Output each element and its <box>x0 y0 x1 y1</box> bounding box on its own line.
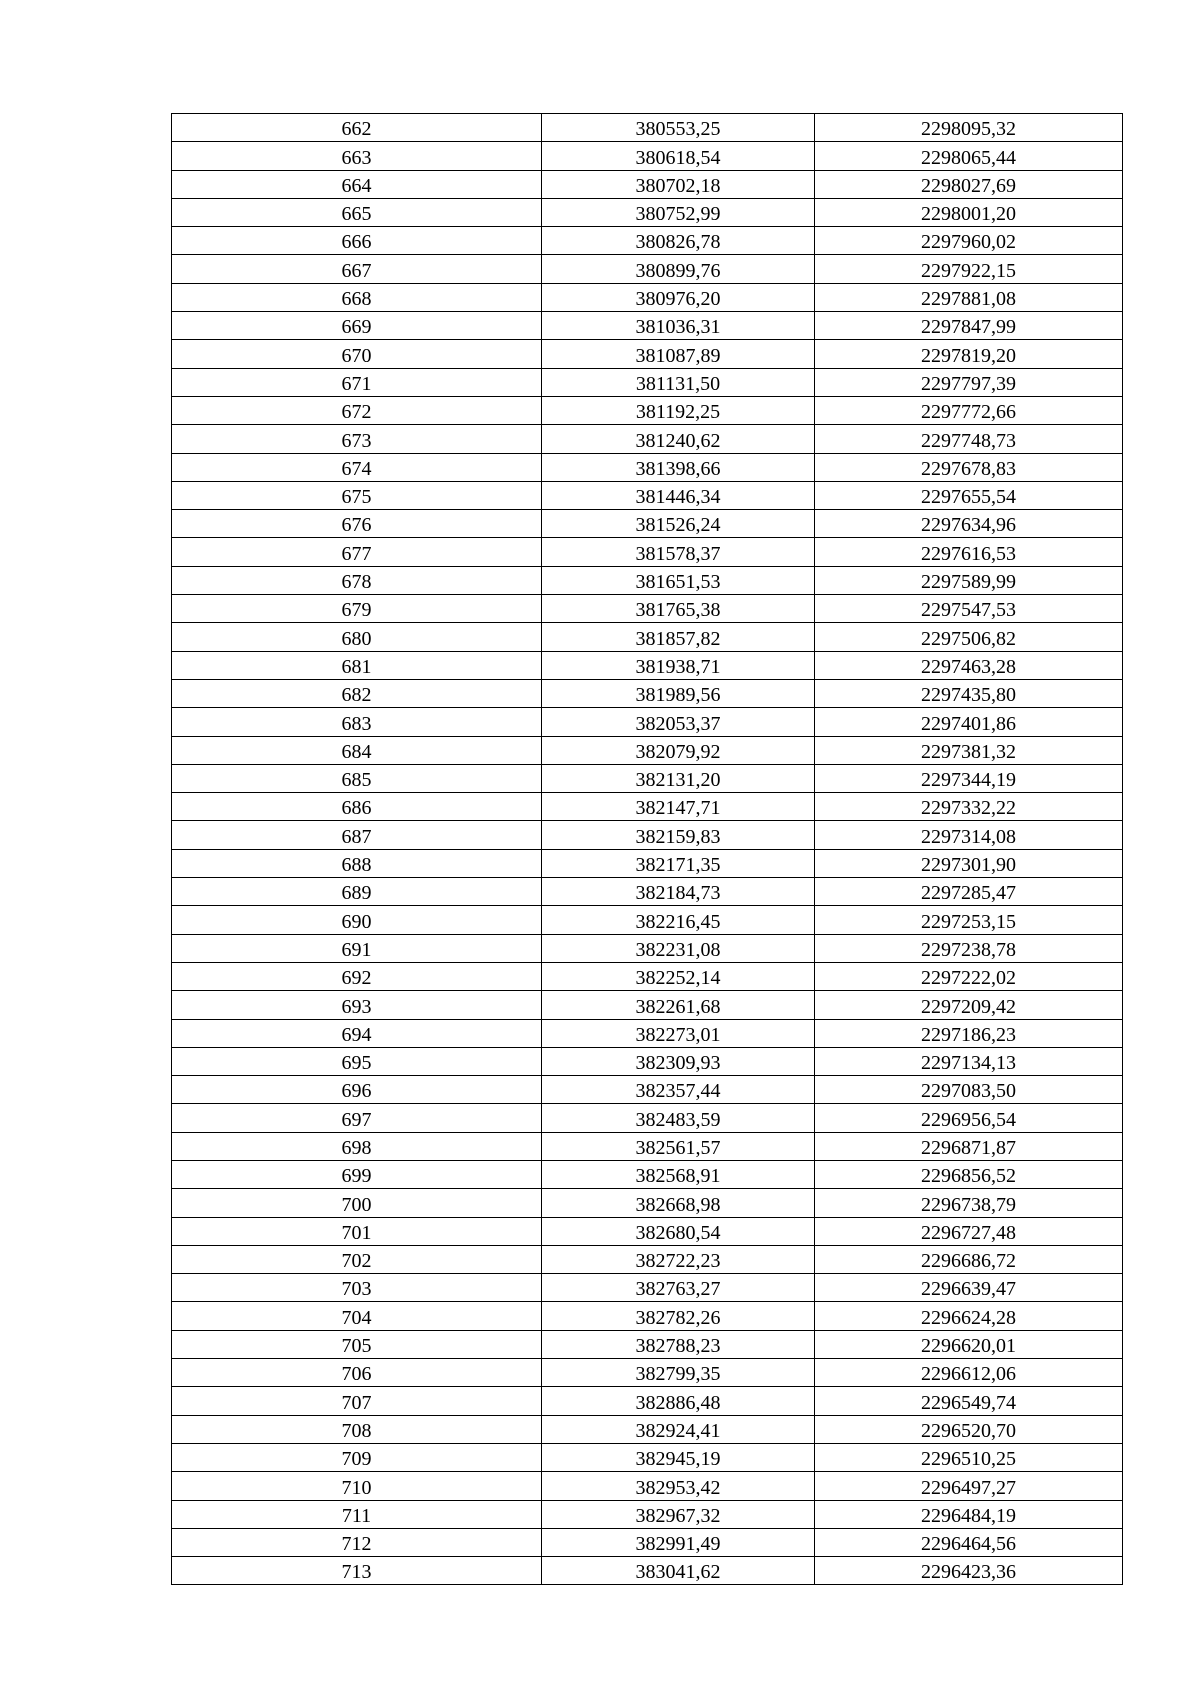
table-row <box>172 1443 1123 1471</box>
point-number-cell: 695 <box>172 1047 542 1075</box>
x-coordinate-cell: 381036,31 <box>542 312 815 340</box>
table-row <box>172 962 1123 990</box>
x-coordinate-cell: 381526,24 <box>542 510 815 538</box>
table-row <box>172 142 1123 170</box>
point-number-cell: 675 <box>172 481 542 509</box>
y-coordinate-cell: 2297314,08 <box>815 821 1123 849</box>
point-number-cell: 676 <box>172 510 542 538</box>
point-number-cell: 669 <box>172 312 542 340</box>
y-coordinate-cell: 2298001,20 <box>815 198 1123 226</box>
table-row <box>172 340 1123 368</box>
point-number-cell: 685 <box>172 764 542 792</box>
point-number-cell: 682 <box>172 679 542 707</box>
point-number-cell: 691 <box>172 934 542 962</box>
x-coordinate-cell: 382483,59 <box>542 1104 815 1132</box>
point-number-cell: 709 <box>172 1443 542 1471</box>
y-coordinate-cell: 2297253,15 <box>815 906 1123 934</box>
x-coordinate-cell: 381938,71 <box>542 651 815 679</box>
x-coordinate-cell: 382886,48 <box>542 1387 815 1415</box>
x-coordinate-cell: 382953,42 <box>542 1472 815 1500</box>
y-coordinate-cell: 2296423,36 <box>815 1557 1123 1585</box>
point-number-cell: 694 <box>172 1019 542 1047</box>
table-row <box>172 878 1123 906</box>
table-row <box>172 1019 1123 1047</box>
point-number-cell: 663 <box>172 142 542 170</box>
point-number-cell: 680 <box>172 623 542 651</box>
table-row <box>172 821 1123 849</box>
table-row <box>172 1217 1123 1245</box>
y-coordinate-cell: 2297881,08 <box>815 283 1123 311</box>
table-row <box>172 736 1123 764</box>
x-coordinate-cell: 382924,41 <box>542 1415 815 1443</box>
x-coordinate-cell: 382231,08 <box>542 934 815 962</box>
y-coordinate-cell: 2297332,22 <box>815 793 1123 821</box>
point-number-cell: 684 <box>172 736 542 764</box>
table-row <box>172 991 1123 1019</box>
point-number-cell: 697 <box>172 1104 542 1132</box>
table-row <box>172 1076 1123 1104</box>
table-row <box>172 312 1123 340</box>
x-coordinate-cell: 382309,93 <box>542 1047 815 1075</box>
x-coordinate-cell: 381192,25 <box>542 396 815 424</box>
table-row <box>172 1160 1123 1188</box>
y-coordinate-cell: 2296624,28 <box>815 1302 1123 1330</box>
table-row <box>172 510 1123 538</box>
point-number-cell: 679 <box>172 595 542 623</box>
point-number-cell: 686 <box>172 793 542 821</box>
x-coordinate-cell: 380976,20 <box>542 283 815 311</box>
table-row <box>172 1302 1123 1330</box>
table-row <box>172 1415 1123 1443</box>
y-coordinate-cell: 2298065,44 <box>815 142 1123 170</box>
x-coordinate-cell: 381131,50 <box>542 368 815 396</box>
point-number-cell: 681 <box>172 651 542 679</box>
y-coordinate-cell: 2296871,87 <box>815 1132 1123 1160</box>
y-coordinate-cell: 2297960,02 <box>815 227 1123 255</box>
x-coordinate-cell: 381578,37 <box>542 538 815 566</box>
x-coordinate-cell: 382053,37 <box>542 708 815 736</box>
y-coordinate-cell: 2296464,56 <box>815 1528 1123 1556</box>
point-number-cell: 692 <box>172 962 542 990</box>
table-row <box>172 1245 1123 1273</box>
y-coordinate-cell: 2296497,27 <box>815 1472 1123 1500</box>
table-row <box>172 481 1123 509</box>
point-number-cell: 710 <box>172 1472 542 1500</box>
point-number-cell: 678 <box>172 566 542 594</box>
point-number-cell: 689 <box>172 878 542 906</box>
y-coordinate-cell: 2297847,99 <box>815 312 1123 340</box>
x-coordinate-cell: 382991,49 <box>542 1528 815 1556</box>
x-coordinate-cell: 382079,92 <box>542 736 815 764</box>
x-coordinate-cell: 382216,45 <box>542 906 815 934</box>
y-coordinate-cell: 2298027,69 <box>815 170 1123 198</box>
x-coordinate-cell: 381087,89 <box>542 340 815 368</box>
y-coordinate-cell: 2297819,20 <box>815 340 1123 368</box>
y-coordinate-cell: 2297134,13 <box>815 1047 1123 1075</box>
x-coordinate-cell: 382568,91 <box>542 1160 815 1188</box>
x-coordinate-cell: 380702,18 <box>542 170 815 198</box>
x-coordinate-cell: 382261,68 <box>542 991 815 1019</box>
y-coordinate-cell: 2297547,53 <box>815 595 1123 623</box>
x-coordinate-cell: 382967,32 <box>542 1500 815 1528</box>
y-coordinate-cell: 2297797,39 <box>815 368 1123 396</box>
y-coordinate-cell: 2296856,52 <box>815 1160 1123 1188</box>
table-row <box>172 425 1123 453</box>
x-coordinate-cell: 381398,66 <box>542 453 815 481</box>
point-number-cell: 706 <box>172 1359 542 1387</box>
y-coordinate-cell: 2297506,82 <box>815 623 1123 651</box>
table-row <box>172 1189 1123 1217</box>
point-number-cell: 666 <box>172 227 542 255</box>
x-coordinate-cell: 380826,78 <box>542 227 815 255</box>
table-row <box>172 1104 1123 1132</box>
table-row <box>172 1528 1123 1556</box>
x-coordinate-cell: 383041,62 <box>542 1557 815 1585</box>
y-coordinate-cell: 2296612,06 <box>815 1359 1123 1387</box>
table-row <box>172 793 1123 821</box>
y-coordinate-cell: 2297344,19 <box>815 764 1123 792</box>
y-coordinate-cell: 2297083,50 <box>815 1076 1123 1104</box>
point-number-cell: 683 <box>172 708 542 736</box>
x-coordinate-cell: 382131,20 <box>542 764 815 792</box>
table-row <box>172 255 1123 283</box>
point-number-cell: 667 <box>172 255 542 283</box>
x-coordinate-cell: 382782,26 <box>542 1302 815 1330</box>
point-number-cell: 673 <box>172 425 542 453</box>
x-coordinate-cell: 382273,01 <box>542 1019 815 1047</box>
x-coordinate-cell: 381989,56 <box>542 679 815 707</box>
x-coordinate-cell: 382668,98 <box>542 1189 815 1217</box>
point-number-cell: 708 <box>172 1415 542 1443</box>
point-number-cell: 671 <box>172 368 542 396</box>
table-row <box>172 198 1123 226</box>
point-number-cell: 713 <box>172 1557 542 1585</box>
point-number-cell: 688 <box>172 849 542 877</box>
table-row <box>172 906 1123 934</box>
table-row <box>172 538 1123 566</box>
x-coordinate-cell: 382680,54 <box>542 1217 815 1245</box>
point-number-cell: 705 <box>172 1330 542 1358</box>
point-number-cell: 674 <box>172 453 542 481</box>
point-number-cell: 704 <box>172 1302 542 1330</box>
y-coordinate-cell: 2297401,86 <box>815 708 1123 736</box>
point-number-cell: 662 <box>172 114 542 142</box>
point-number-cell: 707 <box>172 1387 542 1415</box>
table-row <box>172 1557 1123 1585</box>
x-coordinate-cell: 380553,25 <box>542 114 815 142</box>
x-coordinate-cell: 381446,34 <box>542 481 815 509</box>
x-coordinate-cell: 380618,54 <box>542 142 815 170</box>
table-row <box>172 1359 1123 1387</box>
table-row <box>172 1387 1123 1415</box>
point-number-cell: 696 <box>172 1076 542 1104</box>
point-number-cell: 698 <box>172 1132 542 1160</box>
table-row <box>172 623 1123 651</box>
table-row <box>172 1330 1123 1358</box>
y-coordinate-cell: 2296484,19 <box>815 1500 1123 1528</box>
x-coordinate-cell: 381240,62 <box>542 425 815 453</box>
y-coordinate-cell: 2297238,78 <box>815 934 1123 962</box>
point-number-cell: 664 <box>172 170 542 198</box>
y-coordinate-cell: 2297381,32 <box>815 736 1123 764</box>
table-row <box>172 566 1123 594</box>
point-number-cell: 665 <box>172 198 542 226</box>
x-coordinate-cell: 382799,35 <box>542 1359 815 1387</box>
x-coordinate-cell: 380752,99 <box>542 198 815 226</box>
x-coordinate-cell: 382561,57 <box>542 1132 815 1160</box>
table-row <box>172 651 1123 679</box>
x-coordinate-cell: 382945,19 <box>542 1443 815 1471</box>
coordinates-table-body <box>172 114 1123 1585</box>
table-row <box>172 1274 1123 1302</box>
x-coordinate-cell: 382252,14 <box>542 962 815 990</box>
y-coordinate-cell: 2297655,54 <box>815 481 1123 509</box>
y-coordinate-cell: 2296956,54 <box>815 1104 1123 1132</box>
y-coordinate-cell: 2296738,79 <box>815 1189 1123 1217</box>
point-number-cell: 711 <box>172 1500 542 1528</box>
x-coordinate-cell: 381857,82 <box>542 623 815 651</box>
point-number-cell: 700 <box>172 1189 542 1217</box>
x-coordinate-cell: 382184,73 <box>542 878 815 906</box>
table-row <box>172 595 1123 623</box>
x-coordinate-cell: 381765,38 <box>542 595 815 623</box>
y-coordinate-cell: 2297285,47 <box>815 878 1123 906</box>
point-number-cell: 687 <box>172 821 542 849</box>
y-coordinate-cell: 2296520,70 <box>815 1415 1123 1443</box>
x-coordinate-cell: 382788,23 <box>542 1330 815 1358</box>
point-number-cell: 690 <box>172 906 542 934</box>
y-coordinate-cell: 2296639,47 <box>815 1274 1123 1302</box>
point-number-cell: 703 <box>172 1274 542 1302</box>
x-coordinate-cell: 380899,76 <box>542 255 815 283</box>
y-coordinate-cell: 2297616,53 <box>815 538 1123 566</box>
table-row <box>172 453 1123 481</box>
y-coordinate-cell: 2296510,25 <box>815 1443 1123 1471</box>
coordinates-table <box>171 113 1123 1585</box>
table-row <box>172 368 1123 396</box>
y-coordinate-cell: 2297634,96 <box>815 510 1123 538</box>
y-coordinate-cell: 2297748,73 <box>815 425 1123 453</box>
table-row <box>172 227 1123 255</box>
table-row <box>172 1132 1123 1160</box>
y-coordinate-cell: 2297772,66 <box>815 396 1123 424</box>
y-coordinate-cell: 2297435,80 <box>815 679 1123 707</box>
x-coordinate-cell: 381651,53 <box>542 566 815 594</box>
point-number-cell: 693 <box>172 991 542 1019</box>
y-coordinate-cell: 2297186,23 <box>815 1019 1123 1047</box>
table-row <box>172 934 1123 962</box>
table-row <box>172 283 1123 311</box>
point-number-cell: 672 <box>172 396 542 424</box>
point-number-cell: 712 <box>172 1528 542 1556</box>
table-row <box>172 1047 1123 1075</box>
y-coordinate-cell: 2298095,32 <box>815 114 1123 142</box>
point-number-cell: 699 <box>172 1160 542 1188</box>
x-coordinate-cell: 382171,35 <box>542 849 815 877</box>
y-coordinate-cell: 2297463,28 <box>815 651 1123 679</box>
table-row <box>172 396 1123 424</box>
x-coordinate-cell: 382763,27 <box>542 1274 815 1302</box>
y-coordinate-cell: 2297301,90 <box>815 849 1123 877</box>
table-row <box>172 708 1123 736</box>
y-coordinate-cell: 2297222,02 <box>815 962 1123 990</box>
point-number-cell: 677 <box>172 538 542 566</box>
table-row <box>172 1500 1123 1528</box>
y-coordinate-cell: 2296727,48 <box>815 1217 1123 1245</box>
table-row <box>172 170 1123 198</box>
y-coordinate-cell: 2296620,01 <box>815 1330 1123 1358</box>
y-coordinate-cell: 2297922,15 <box>815 255 1123 283</box>
y-coordinate-cell: 2297678,83 <box>815 453 1123 481</box>
table-row <box>172 764 1123 792</box>
table-row <box>172 679 1123 707</box>
table-row <box>172 114 1123 142</box>
y-coordinate-cell: 2297589,99 <box>815 566 1123 594</box>
point-number-cell: 701 <box>172 1217 542 1245</box>
table-row <box>172 1472 1123 1500</box>
x-coordinate-cell: 382147,71 <box>542 793 815 821</box>
y-coordinate-cell: 2297209,42 <box>815 991 1123 1019</box>
y-coordinate-cell: 2296549,74 <box>815 1387 1123 1415</box>
y-coordinate-cell: 2296686,72 <box>815 1245 1123 1273</box>
point-number-cell: 668 <box>172 283 542 311</box>
point-number-cell: 670 <box>172 340 542 368</box>
point-number-cell: 702 <box>172 1245 542 1273</box>
x-coordinate-cell: 382722,23 <box>542 1245 815 1273</box>
x-coordinate-cell: 382357,44 <box>542 1076 815 1104</box>
table-row <box>172 849 1123 877</box>
x-coordinate-cell: 382159,83 <box>542 821 815 849</box>
